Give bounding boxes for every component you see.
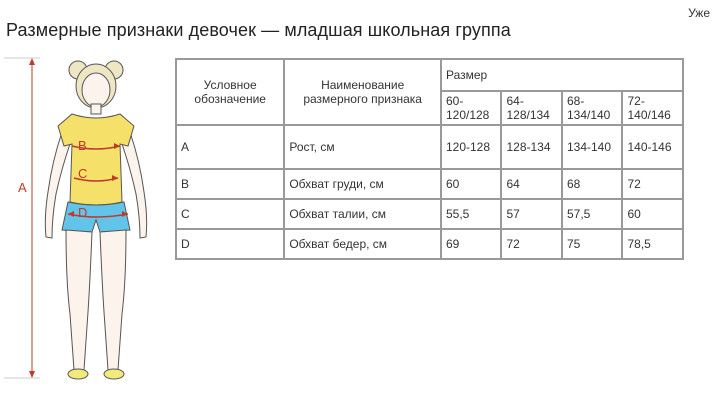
row-name: Рост, см [284,125,441,169]
row-value: 68 [562,169,623,199]
table-row [176,125,683,169]
row-symbol: A [176,125,284,169]
row-name: Обхват талии, см [284,199,441,229]
row-value: 72 [622,169,683,199]
left-shoe [68,369,88,379]
row-value: 140-146 [622,125,683,169]
header-size-1: 60-120/128 [441,91,502,125]
row-value: 69 [441,229,502,259]
label-a: A [18,180,27,195]
row-value: 134-140 [562,125,623,169]
row-name: Обхват бедер, см [284,229,441,259]
header-size-2: 64-128/134 [501,91,562,125]
row-value: 78,5 [622,229,683,259]
row-value: 57,5 [562,199,623,229]
row-value: 55,5 [441,199,502,229]
neck [91,104,101,114]
row-name: Обхват груди, см [284,169,441,199]
yellow-top [58,114,134,205]
row-value: 75 [562,229,623,259]
corner-note: Уже [688,6,710,20]
row-symbol: B [176,169,284,199]
right-leg [100,230,126,370]
row-value: 128-134 [501,125,562,169]
face [82,73,110,107]
label-d: D [78,205,88,220]
header-symbol: Условное обозначение [176,59,284,125]
label-b: B [78,138,87,153]
row-value: 60 [441,169,502,199]
row-symbol: C [176,199,284,229]
row-value: 60 [622,199,683,229]
table-row [176,169,683,199]
header-name: Наименование размерного признака [284,59,441,125]
size-table [175,58,684,260]
row-symbol: D [176,229,284,259]
table-row [176,229,683,259]
row-value: 57 [501,199,562,229]
right-shoe [104,369,124,379]
header-size-4: 72-140/146 [622,91,683,125]
header-size-group: Размер [441,59,683,91]
label-c: C [78,166,88,181]
left-leg [66,230,92,370]
height-line [4,58,40,378]
page-title: Размерные признаки девочек — младшая школьная группа [6,20,511,40]
header-size-3: 68-134/140 [562,91,623,125]
row-value: 72 [501,229,562,259]
row-value: 64 [501,169,562,199]
header-row [176,59,683,91]
table-row [176,199,683,229]
girl-measurement-figure [0,52,170,402]
row-value: 120-128 [441,125,502,169]
